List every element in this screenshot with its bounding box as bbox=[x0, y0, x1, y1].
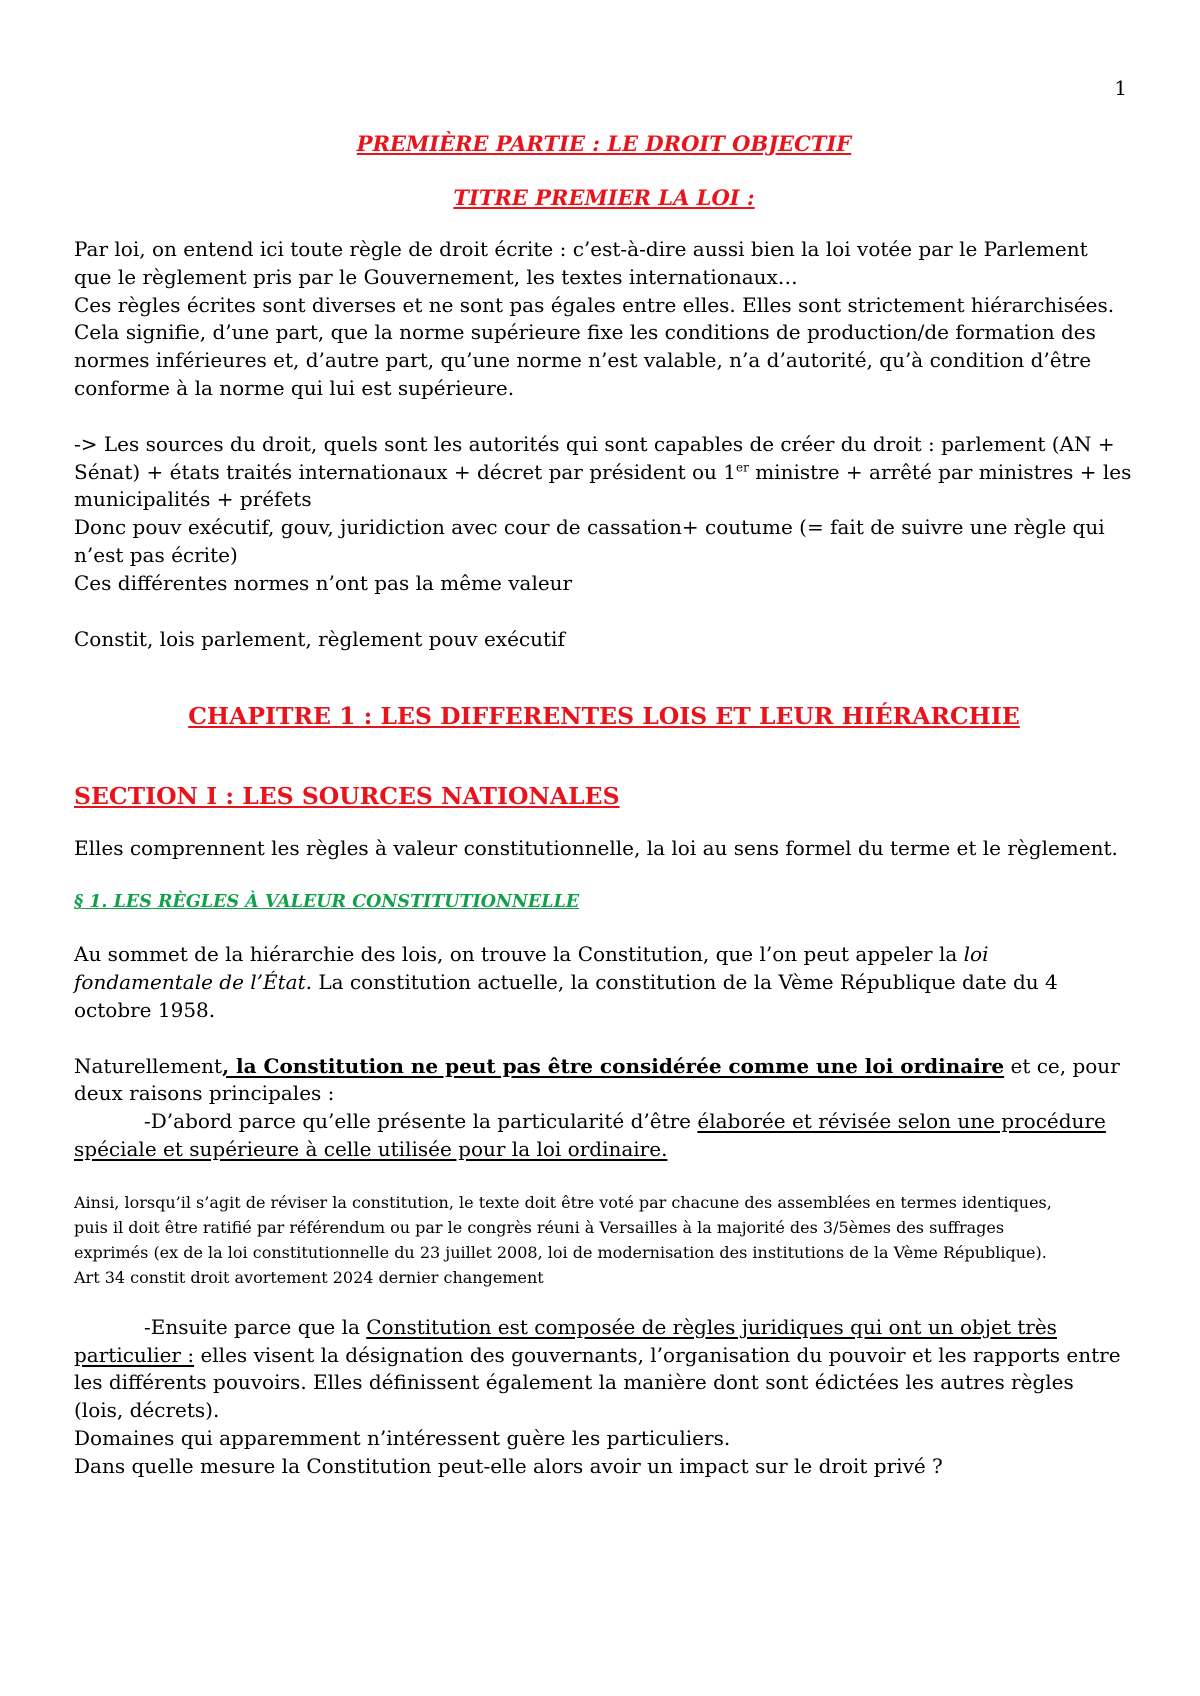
text-line: (lois, décrets). bbox=[74, 1398, 220, 1423]
text-line: Ces règles écrites sont diverses et ne sont pas égales entre elles. Elles sont strictement hiérarchisées. bbox=[74, 292, 1115, 317]
text-line: que le règlement pris par le Gouvernement, les textes internationaux… bbox=[74, 264, 798, 289]
notes-paragraph bbox=[74, 431, 1134, 654]
text-line: Ainsi, lorsqu’il s’agit de réviser la constitution, le texte doit être voté par chacune des assemblées en termes identiques, bbox=[74, 1192, 1052, 1212]
text-line: Cela signifie, d’une part, que la norme supérieure fixe les conditions de production/de formation des bbox=[74, 320, 1096, 345]
heading-section: SECTION I : LES SOURCES NATIONALES bbox=[74, 782, 620, 811]
text-line: octobre 1958. bbox=[74, 997, 216, 1022]
text-line: -Ensuite parce que la Constitution est composée de règles juridiques qui ont un objet très bbox=[144, 1314, 1057, 1339]
text-line: particulier : elles visent la désignation des gouvernants, l’organisation du pouvoir et les rapports entre bbox=[74, 1342, 1121, 1367]
text-line: Naturellement, la Constitution ne peut pas être considérée comme une loi ordinaire et ce, pour bbox=[74, 1053, 1120, 1078]
page-content bbox=[74, 130, 1134, 1481]
underlined-text: Constitution est composée de règles juridiques qui ont un objet très bbox=[366, 1314, 1057, 1339]
text-line: Art 34 constit droit avortement 2024 dernier changement bbox=[74, 1267, 544, 1287]
text-line: les différents pouvoirs. Elles définissent également la manière dont sont édictées les autres règles bbox=[74, 1370, 1074, 1395]
text-line: conforme à la norme qui lui est supérieure. bbox=[74, 375, 515, 400]
text-line: Donc pouv exécutif, gouv, juridiction avec cour de cassation+ coutume (= fait de suivre une règle qui bbox=[74, 515, 1105, 540]
superscript: er bbox=[736, 459, 749, 474]
emphasis-underline: , la Constitution ne peut pas être considérée comme une loi ordinaire bbox=[222, 1053, 1005, 1078]
underlined-text: élaborée et révisée selon une procédure bbox=[697, 1109, 1106, 1134]
text-line: Au sommet de la hiérarchie des lois, on trouve la Constitution, que l’on peut appeler la loi bbox=[74, 942, 989, 967]
intro-paragraph bbox=[74, 236, 1134, 403]
text-line bbox=[74, 1136, 1134, 1164]
sommet-paragraph bbox=[74, 941, 1134, 1024]
heading-title: TITRE PREMIER LA LOI : bbox=[453, 185, 755, 210]
ensuite-paragraph bbox=[74, 1314, 1134, 1481]
page-number: 1 bbox=[1114, 76, 1127, 100]
text-line: -> Les sources du droit, quels sont les autorités qui sont capables de créer du droit : parlement (AN + bbox=[74, 431, 1115, 456]
underlined-text: spéciale et supérieure à celle utilisée pour la loi ordinaire. bbox=[74, 1136, 668, 1161]
italic-text: loi bbox=[963, 942, 989, 967]
small-note bbox=[74, 1190, 1134, 1290]
text-line: Ces différentes normes n’ont pas la même valeur bbox=[74, 570, 573, 595]
heading-paragraph: § 1. LES RÈGLES À VALEUR CONSTITUTIONNELLE bbox=[74, 892, 580, 913]
heading-chapter: CHAPITRE 1 : LES DIFFERENTES LOIS ET LEUR HIÉRARCHIE bbox=[188, 702, 1020, 731]
text-line: municipalités + préfets bbox=[74, 487, 312, 512]
text-line: n’est pas écrite) bbox=[74, 542, 238, 567]
text-line: Sénat) + états traités internationaux + décret par président ou 1er ministre + arrêté par ministres + les bbox=[74, 459, 1132, 484]
text-line: Par loi, on entend ici toute règle de droit écrite : c’est-à-dire aussi bien la loi votée par le Parlement bbox=[74, 237, 1088, 261]
section-intro: Elles comprennent les règles à valeur constitutionnelle, la loi au sens formel du terme et le règlement. bbox=[74, 836, 1118, 861]
text-line: Constit, lois parlement, règlement pouv exécutif bbox=[74, 626, 565, 651]
text-line: -D’abord parce qu’elle présente la particularité d’être élaborée et révisée selon une procédure bbox=[144, 1109, 1106, 1134]
italic-text: fondamentale de l’État. bbox=[74, 969, 312, 994]
heading-part: PREMIÈRE PARTIE : LE DROIT OBJECTIF bbox=[356, 131, 852, 156]
text-line: normes inférieures et, d’autre part, qu’une norme n’est valable, n’a d’autorité, qu’à condition d’être bbox=[74, 348, 1092, 373]
text-line: puis il doit être ratifié par référendum ou par le congrès réuni à Versailles à la majorité des 3/5èmes des suffrages bbox=[74, 1217, 1005, 1237]
text-line: exprimés (ex de la loi constitutionnelle du 23 juillet 2008, loi de modernisation des institutions de la Vème République). bbox=[74, 1242, 1047, 1262]
text-line: deux raisons principales : bbox=[74, 1081, 335, 1106]
naturellement-paragraph bbox=[74, 1053, 1134, 1164]
text-line: fondamentale de l’État. La constitution actuelle, la constitution de la Vème République date du 4 bbox=[74, 969, 1058, 994]
text-line: Dans quelle mesure la Constitution peut-elle alors avoir un impact sur le droit privé ? bbox=[74, 1453, 943, 1478]
underlined-text: particulier : bbox=[74, 1342, 195, 1367]
text-line: Domaines qui apparemment n’intéressent guère les particuliers. bbox=[74, 1425, 731, 1450]
